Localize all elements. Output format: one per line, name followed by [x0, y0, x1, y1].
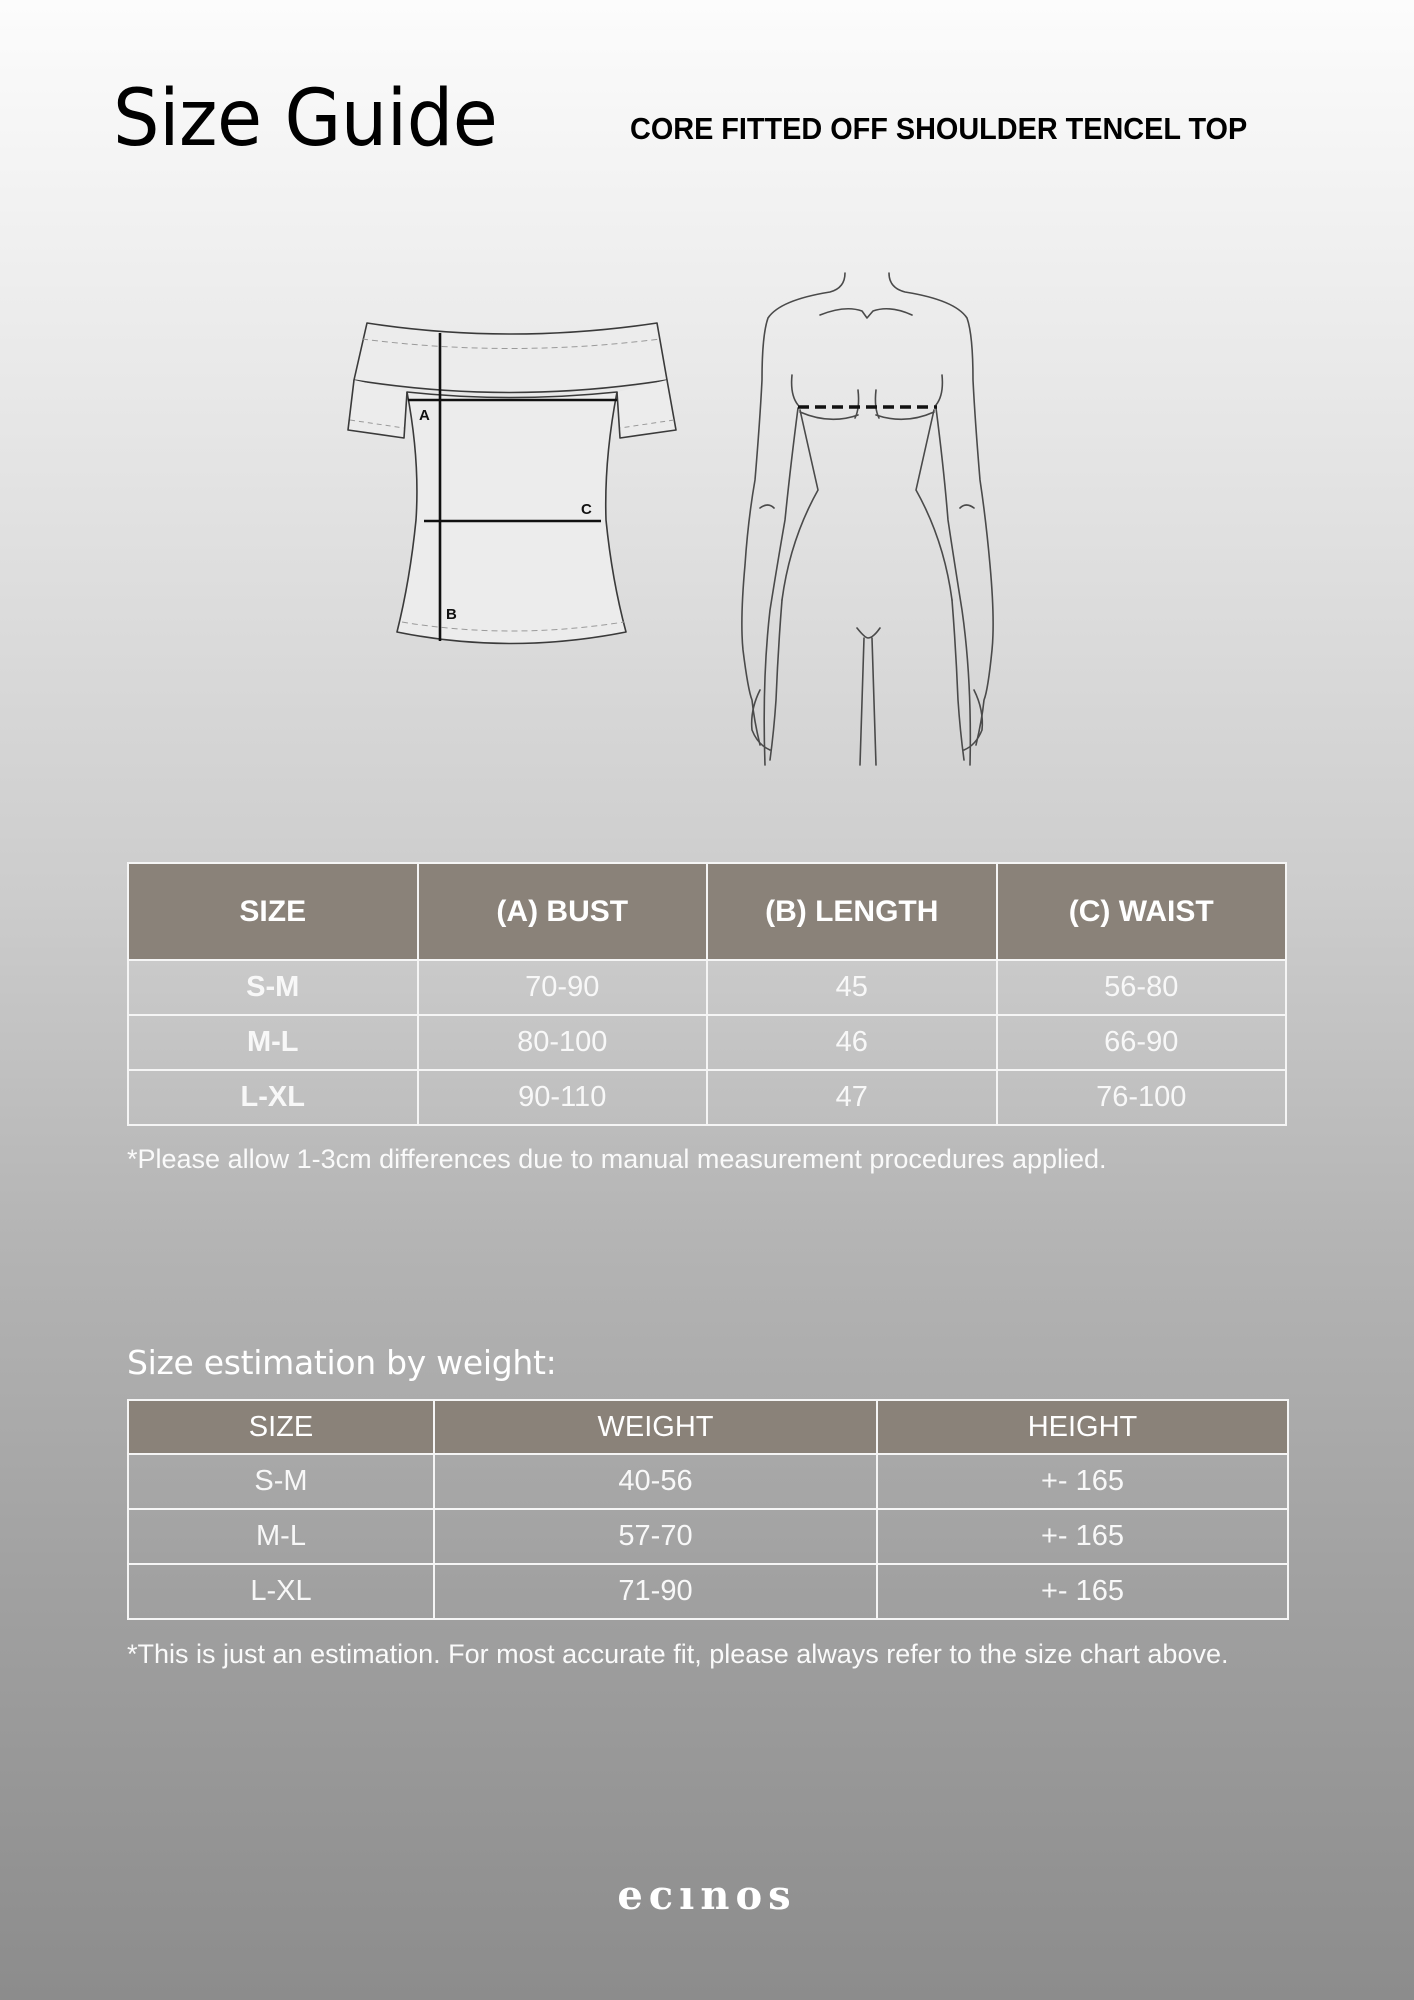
page-title: Size Guide [113, 74, 498, 164]
bust-cell: 70-90 [418, 960, 708, 1015]
size-cell: M-L [128, 1015, 418, 1070]
size-cell: L-XL [128, 1070, 418, 1125]
height-cell: +- 165 [877, 1454, 1288, 1509]
size-cell: M-L [128, 1509, 434, 1564]
column-header: SIZE [128, 1400, 434, 1454]
column-header: HEIGHT [877, 1400, 1288, 1454]
column-header: (C) WAIST [997, 863, 1287, 960]
length-cell: 45 [707, 960, 997, 1015]
size-chart-table [127, 862, 1287, 1126]
size-cell: S-M [128, 960, 418, 1015]
table-row [128, 1070, 1286, 1125]
brand-logo: ecınos [617, 1872, 797, 1919]
table-row [128, 960, 1286, 1015]
estimation-disclaimer: *This is just an estimation. For most accurate fit, please always refer to the size chart above. [127, 1639, 1229, 1669]
measurement-disclaimer: *Please allow 1-3cm differences due to manual measurement procedures applied. [127, 1144, 1107, 1174]
column-header: SIZE [128, 863, 418, 960]
height-cell: +- 165 [877, 1564, 1288, 1619]
height-cell: +- 165 [877, 1509, 1288, 1564]
length-cell: 46 [707, 1015, 997, 1070]
size-cell: L-XL [128, 1564, 434, 1619]
table-row [128, 1015, 1286, 1070]
waist-cell: 66-90 [997, 1015, 1287, 1070]
table-row [128, 1564, 1288, 1619]
weight-cell: 40-56 [434, 1454, 877, 1509]
waist-cell: 56-80 [997, 960, 1287, 1015]
weight-section-title: Size estimation by weight: [127, 1343, 557, 1382]
garment-sketch-icon [348, 323, 676, 644]
label-a: A [419, 407, 430, 424]
weight-cell: 71-90 [434, 1564, 877, 1619]
length-cell: 47 [707, 1070, 997, 1125]
weight-chart-table [127, 1399, 1289, 1620]
column-header: WEIGHT [434, 1400, 877, 1454]
product-name: CORE FITTED OFF SHOULDER TENCEL TOP [630, 111, 1248, 146]
size-cell: S-M [128, 1454, 434, 1509]
table-row [128, 1509, 1288, 1564]
body-outline-icon [742, 273, 993, 765]
weight-cell: 57-70 [434, 1509, 877, 1564]
table-row [128, 1454, 1288, 1509]
bust-cell: 90-110 [418, 1070, 708, 1125]
weight-chart-header-row [128, 1400, 1288, 1454]
waist-cell: 76-100 [997, 1070, 1287, 1125]
label-c: C [581, 501, 592, 518]
column-header: (B) LENGTH [707, 863, 997, 960]
label-b: B [446, 606, 457, 623]
column-header: (A) BUST [418, 863, 708, 960]
bust-cell: 80-100 [418, 1015, 708, 1070]
illustrations [0, 0, 1414, 800]
size-chart-header-row [128, 863, 1286, 960]
